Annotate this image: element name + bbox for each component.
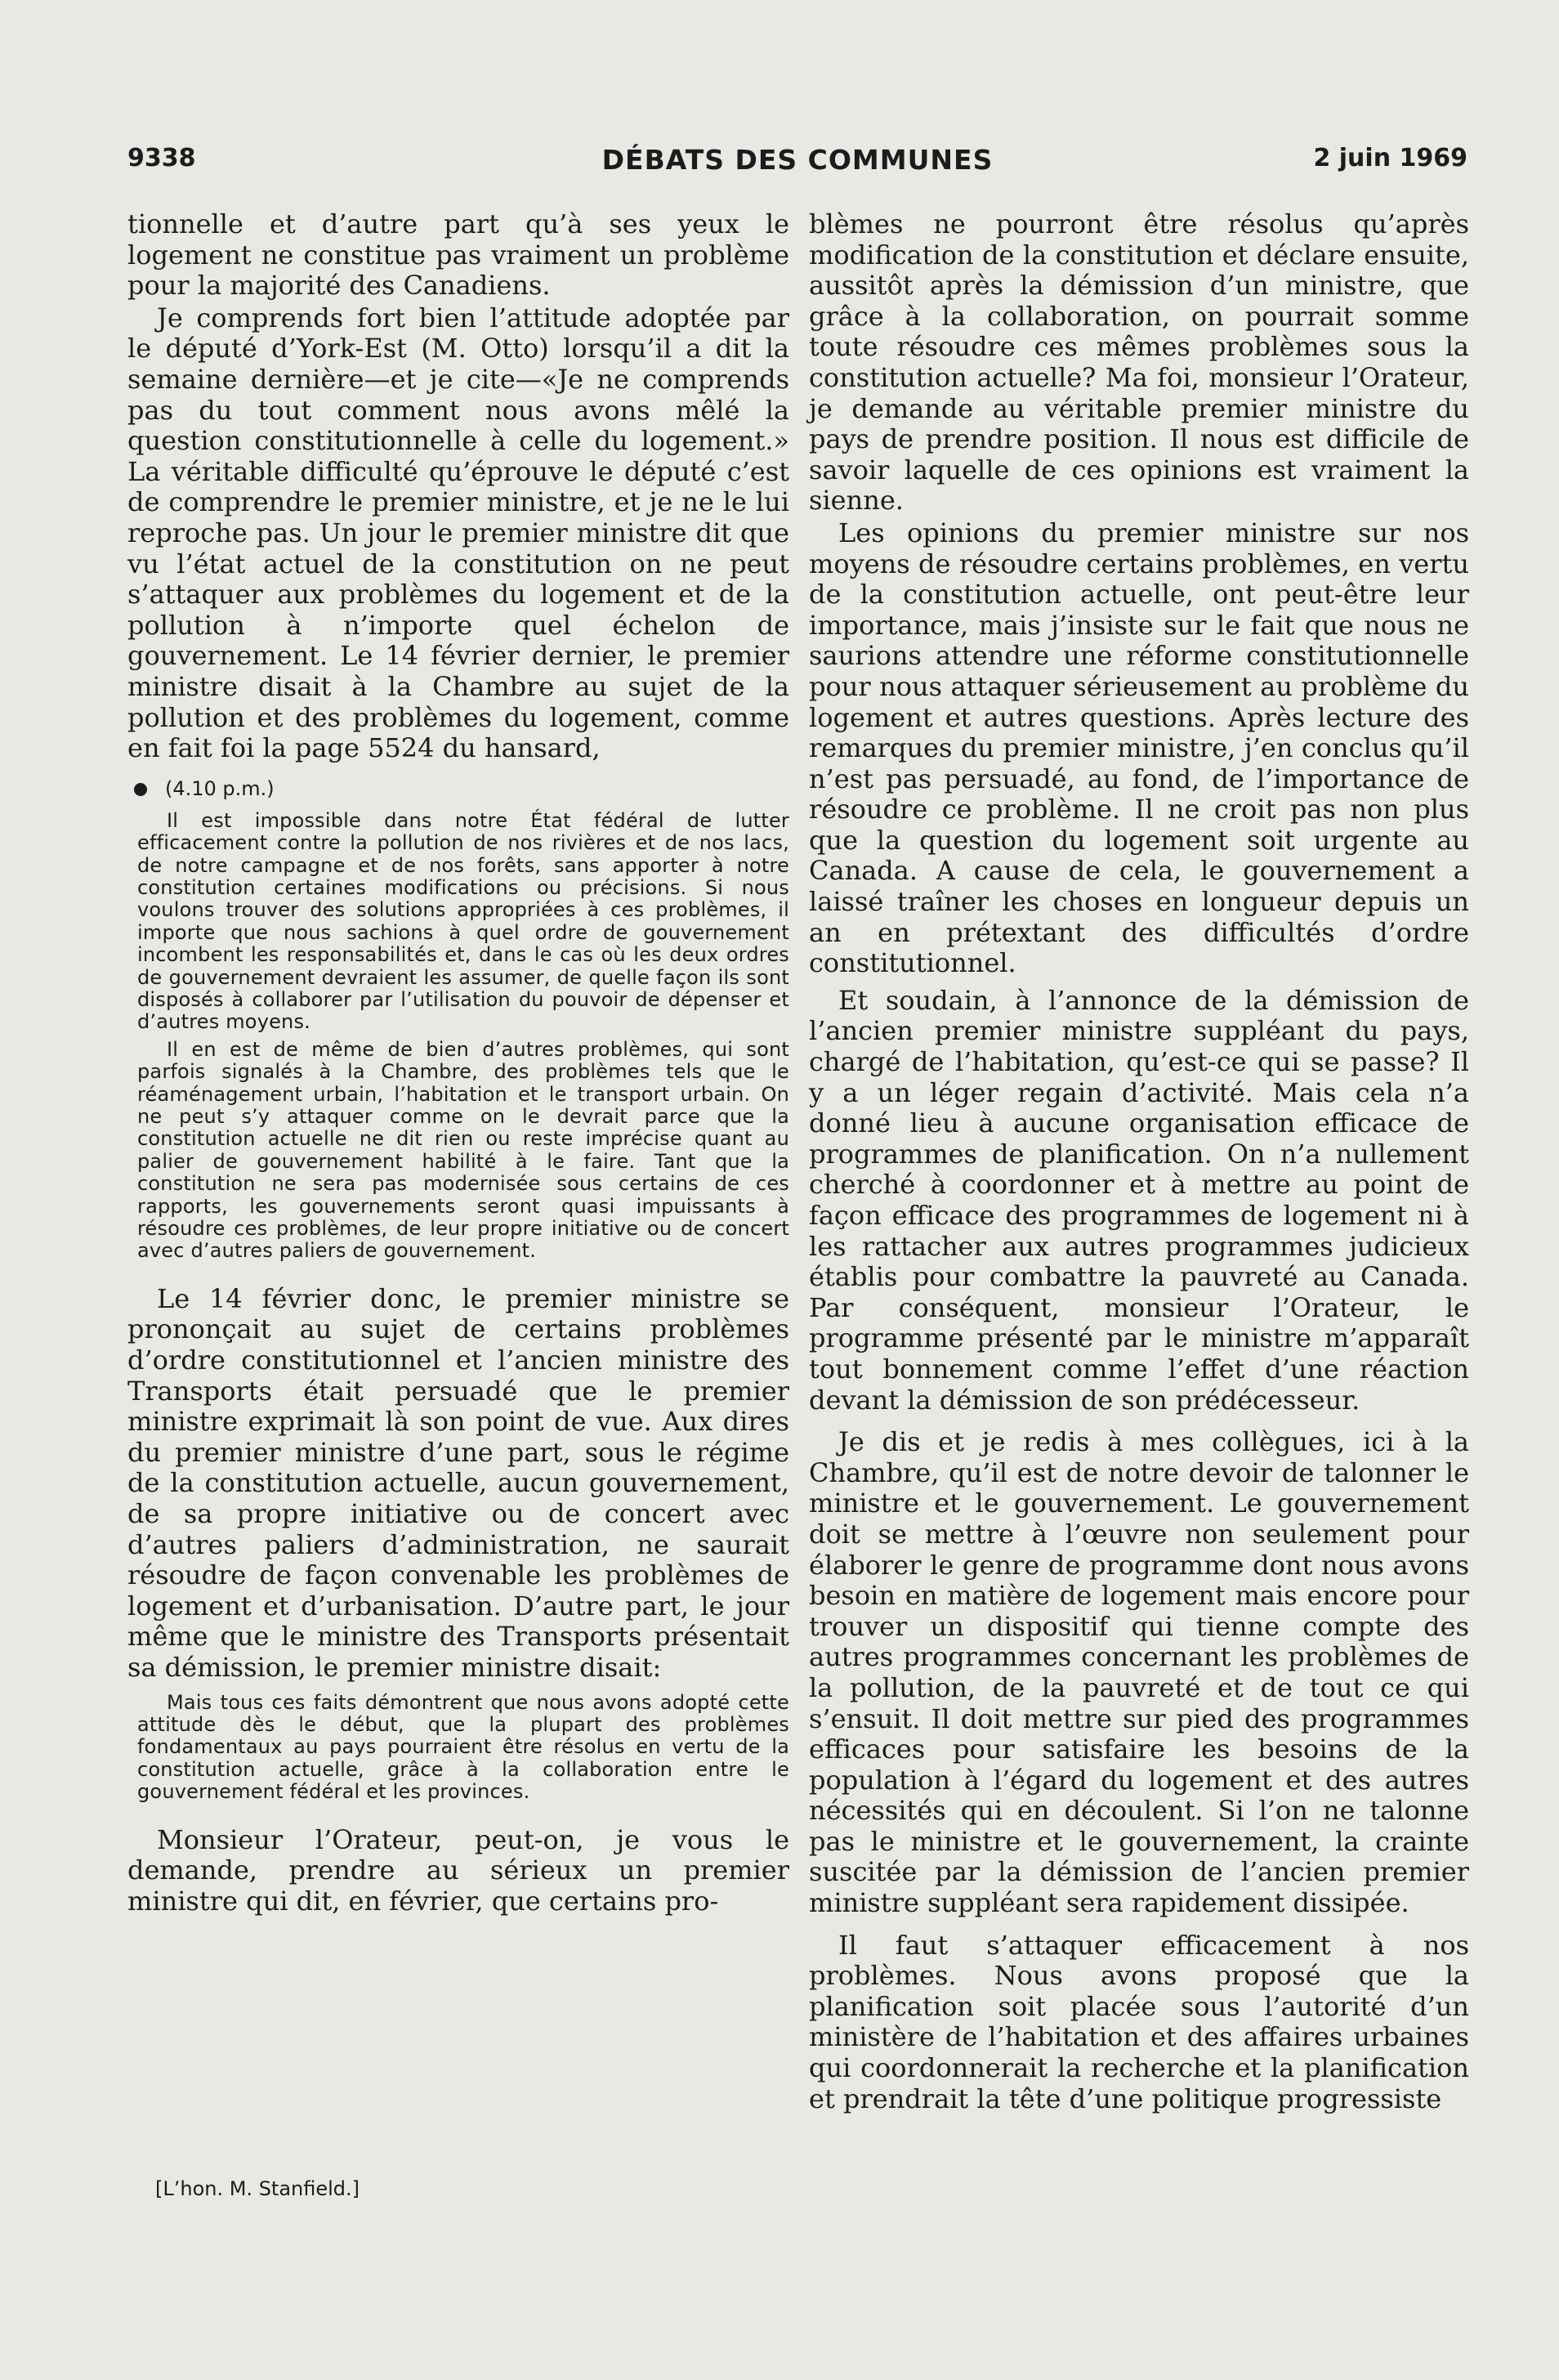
paragraph: Et soudain, à l’annonce de la démission de l’ancien premier ministre suppléant du pays, chargé de l’habitation, qu’est-ce qui se passe? Il y a un léger regain d’activité. Mais cela n’a donné lieu à aucune organisation efficace de programmes de planification. On n’a nullement cherché à coordonner et à mettre au point de façon efficace des programmes de logement ni à les rattacher aux autres programmes judicieux établis pour combattre la pauvreté au Canada. Par conséquent, monsieur l’Orateur, le programme présenté par le ministre m’apparaît tout bonnement comme l’effet d’une réaction devant la démission de son prédécesseur. xyxy=(809,984,1469,1416)
time-marker-text: (4.10 p.m.) xyxy=(165,776,275,800)
quotation: Mais tous ces faits démontrent que nous avons adopté cette attitude dès le début, que la plupart des problèmes fondamentaux au pays pourraient être résolus en vertu de la constitution actuelle, grâce à la collaboration entre le gouvernement fédéral et les provinces. xyxy=(137,1690,789,1804)
paragraph: blèmes ne pourront être résolus qu’après modification de la constitution et déclare ensuite, aussitôt après la démission d’un ministre, que grâce à la collaboration, on pourrait somme toute résoudre ces mêmes problèmes sous la constitution actuelle? Ma foi, monsieur l’Orateur, je demande au véritable premier ministre du pays de prendre position. Il nous est difficile de savoir laquelle de ces opinions est vraiment la sienne. xyxy=(809,208,1469,517)
publication-title: DÉBATS DES COMMUNES xyxy=(601,144,994,176)
paragraph: Je comprends fort bien l’attitude adoptée par le député d’York-Est (M. Otto) lorsqu’il a dit la semaine dernière—et je cite—«Je ne comprends pas du tout comment nous avons mêlé la question constitutionnelle à celle du logement.» La véritable difficulté qu’éprouve le député c’est de comprendre le premier ministre, et je ne le lui reproche pas. Un jour le premier ministre dit que vu l’état actuel de la constitution on ne peut s’attaquer aux problèmes du logement et de la pollution à n’importe quel échelon de gouvernement. Le 14 février dernier, le premier ministre disait à la Chambre au sujet de la pollution et des problèmes du logement, comme en fait foi la page 5524 du hansard, xyxy=(127,302,789,764)
right-column xyxy=(809,209,1469,2114)
speaker-tag: [L’hon. M. Stanfield.] xyxy=(155,2177,360,2200)
paragraph: tionnelle et d’autre part qu’à ses yeux le logement ne constitue pas vraiment un problème pour la majorité des Canadiens. xyxy=(127,208,789,302)
page-header xyxy=(127,144,1467,183)
paragraph: Il faut s’attaquer efficacement à nos problèmes. Nous avons proposé que la planification soit placée sous l’autorité d’un ministère de l’habitation et des affaires urbaines qui coordonnerait la recherche et la planification et prendrait la tête d’une politique progressiste xyxy=(809,1929,1469,2114)
quotation: Il est impossible dans notre État fédéral de lutter efficacement contre la pollution de nos rivières et de nos lacs, de notre campagne et de nos forêts, sans apporter à notre constitution certaines modifications ou précisions. Si nous voulons trouver des solutions appropriées à ces problèmes, il importe que nous sachions à quel ordre de gouvernement incombent les responsabilités et, dans le cas où les deux ordres de gouvernement devraient les assumer, de quelle façon ils sont disposés à collaborer par l’utilisation du pouvoir de dépenser et d’autres moyens. xyxy=(137,808,789,1034)
paragraph: Je dis et je redis à mes collègues, ici à la Chambre, qu’il est de notre devoir de talonner le ministre et le gouvernement. Le gouvernement doit se mettre à l’œuvre non seulement pour élaborer le genre de programme dont nous avons besoin en matière de logement mais encore pour trouver un dispositif qui tienne compte des autres programmes concernant les problèmes de la pollution, de la pauvreté et de tout ce qui s’ensuit. Il doit mettre sur pied des programmes efficaces pour satisfaire les besoins de la population à l’égard du logement et des autres nécessités qui en découlent. Si l’on ne talonne pas le ministre et le gouvernement, la crainte suscitée par la démission de l’ancien premier ministre suppléant sera rapidement dissipée. xyxy=(809,1426,1469,1919)
quotation: Il en est de même de bien d’autres problèmes, qui sont parfois signalés à la Chambre, des problèmes tels que le réaménagement urbain, l’habitation et le transport urbain. On ne peut s’y attaquer comme on le devrait parce que la constitution actuelle ne dit rien ou reste imprécise quant au palier de gouvernement habilité à le faire. Tant que la constitution ne sera pas modernisée sous certains de ces rapports, les gouvernements seront quasi impuissants à résoudre ces problèmes, de leur propre initiative ou de concert avec d’autres paliers de gouvernement. xyxy=(137,1037,789,1263)
page-date: 2 juin 1969 xyxy=(1313,144,1467,172)
paragraph: Monsieur l’Orateur, peut-on, je vous le demande, prendre au sérieux un premier ministre qui dit, en février, que certains pro- xyxy=(127,1823,789,1917)
paragraph: Le 14 février donc, le premier ministre se prononçait au sujet de certains problèmes d’ordre constitutionnel et l’ancien ministre des Transports était persuadé que le premier ministre exprimait là son point de vue. Aux dires du premier ministre d’une part, sous le régime de la constitution actuelle, aucun gouvernement, de sa propre initiative ou de concert avec d’autres paliers d’administration, ne saurait résoudre de façon convenable les problèmes de logement et d’urbanisation. D’autre part, le jour même que le ministre des Transports présentait sa démission, le premier ministre disait: xyxy=(127,1282,789,1683)
bullet-icon xyxy=(134,783,147,796)
page-number: 9338 xyxy=(127,144,196,172)
time-marker xyxy=(134,774,789,803)
paragraph: Les opinions du premier ministre sur nos moyens de résoudre certains problèmes, en vertu de la constitution actuelle, ont peut-être leur importance, mais j’insiste sur le fait que nous ne saurions attendre une réforme constitutionnelle pour nous attaquer sérieusement au problème du logement et autres questions. Après lecture des remarques du premier ministre, j’en conclus qu’il n’est pas persuadé, au fond, de l’importance de résoudre ce problème. Il ne croit pas non plus que la question du logement soit urgente au Canada. A cause de cela, le gouvernement a laissé traîner les choses en longueur depuis un an en prétextant des difficultés d’ordre constitutionnel. xyxy=(809,517,1469,979)
left-column xyxy=(127,209,789,1917)
